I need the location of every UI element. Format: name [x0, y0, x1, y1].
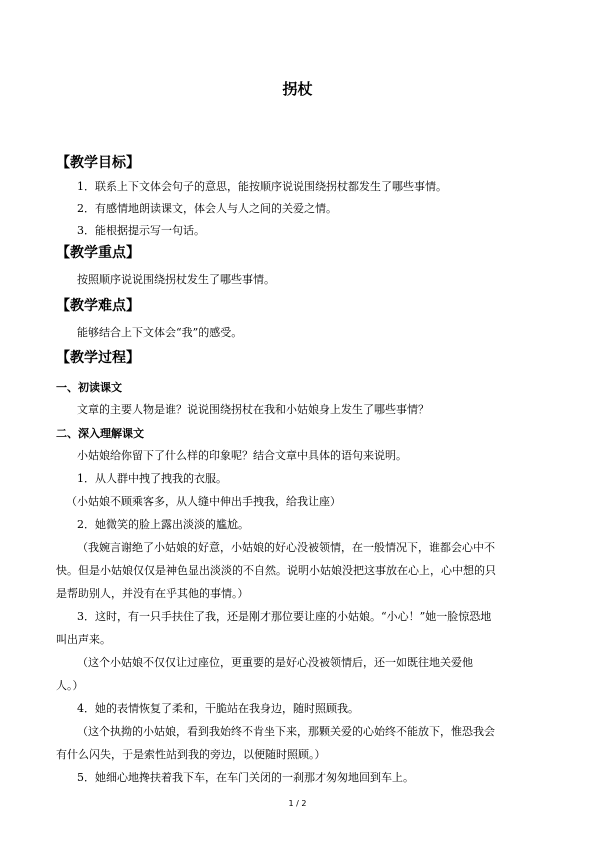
part2-line: 1．从人群中拽了拽我的衣服。 [77, 472, 227, 485]
part2-line: （这个执拗的小姑娘，看到我始终不肯坐下来，那颗关爱的心始终不能放下，惟恐我会 [77, 725, 495, 738]
part2-line: 小姑娘给你留下了什么样的印象呢？结合文章中具体的语句来说明。 [77, 449, 407, 462]
part2-line: 2．她微笑的脸上露出淡淡的尴尬。 [77, 518, 249, 531]
part2-line: 是帮助别人，并没有在乎其他的事情。） [56, 587, 249, 600]
part2-line: （小姑娘不顾乘客多，从人缝中伸出手拽我，给我让座） [66, 495, 341, 508]
goals-heading: 【教学目标】 [56, 155, 140, 171]
part2-line: 3．这时，有一只手扶住了我，还是刚才那位要让座的小姑娘。“小心！”她一脸惊恐地 [77, 610, 492, 623]
part2-line: 有什么闪失，于是索性站到我的旁边，以便随时照顾。） [56, 748, 326, 761]
part2-line: （这个小姑娘不仅仅让过座位，更重要的是好心没被领情后，还一如既往地关爱他 [77, 656, 473, 669]
process-heading: 【教学过程】 [56, 350, 140, 366]
difficulty-text: 能够结合上下文体会“我”的感受。 [77, 326, 243, 339]
part2-line: 人。） [56, 679, 84, 692]
page-number: 1 / 2 [288, 799, 307, 808]
goal-item-3: 3．能根据提示写一句话。 [77, 224, 205, 237]
goal-item-1: 1．联系上下文体会句子的意思，能按顺序说说围绕拐杖都发生了哪些事情。 [77, 180, 447, 193]
part2-line: 叫出声来。 [56, 633, 111, 646]
part1-heading: 一、初读课文 [56, 381, 122, 394]
document-title: 拐杖 [282, 80, 313, 98]
goal-item-2: 2．有感情地朗读课文，体会人与人之间的关爱之情。 [77, 202, 337, 215]
keypoint-text: 按照顺序说说围绕拐杖发生了哪些事情。 [77, 273, 275, 286]
difficulty-heading: 【教学难点】 [56, 298, 140, 314]
part2-line: 4．她的表情恢复了柔和，干脆站在我身边，随时照顾我。 [77, 702, 359, 715]
part2-line: 快。但是小姑娘仅仅是神色显出淡淡的不自然。说明小姑娘没把这事放在心上，心中想的只 [56, 564, 496, 577]
part2-heading: 二、深入理解课文 [56, 427, 144, 440]
keypoint-heading: 【教学重点】 [56, 245, 140, 261]
part2-line: （我婉言谢绝了小姑娘的好意，小姑娘的好心没被领情，在一般情况下，谁都会心中不 [77, 541, 495, 554]
part2-line: 5．她细心地搀扶着我下车，在车门关闭的一刹那才匆匆地回到车上。 [77, 771, 414, 784]
part1-text: 文章的主要人物是谁？说说围绕拐杖在我和小姑娘身上发生了哪些事情？ [77, 403, 429, 416]
